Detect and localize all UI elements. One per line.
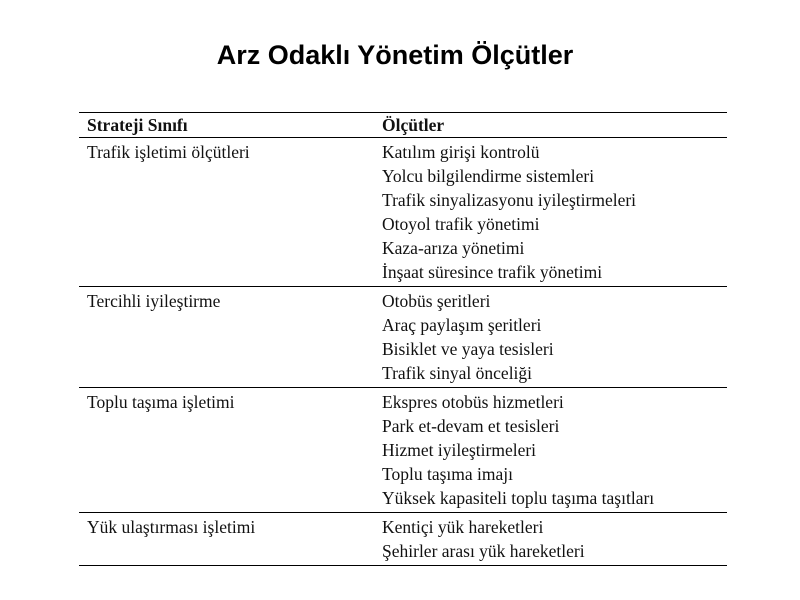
header-criteria: Ölçütler <box>377 113 727 138</box>
criteria-item: Otoyol trafik yönetimi <box>382 214 540 234</box>
table-row <box>79 388 727 513</box>
table-header-row <box>79 113 727 138</box>
strategy-class-cell: Trafik işletimi ölçütleri <box>79 138 377 287</box>
strategy-class-cell: Yük ulaştırması işletimi <box>87 517 256 537</box>
strategy-table <box>79 112 727 566</box>
criteria-cell <box>377 513 727 566</box>
table-body <box>79 138 727 566</box>
criteria-item: Kentiçi yük hareketleri <box>382 517 544 537</box>
criteria-cell <box>377 287 727 388</box>
strategy-class-cell: Toplu taşıma işletimi <box>79 388 377 513</box>
criteria-item: Katılım girişi kontrolü <box>382 142 540 162</box>
criteria-item: İnşaat süresince trafik yönetimi <box>382 262 603 282</box>
criteria-item: Yolcu bilgilendirme sistemleri <box>382 166 595 186</box>
criteria-item: Trafik sinyalizasyonu iyileştirmeleri <box>382 190 637 210</box>
criteria-item: Toplu taşıma imajı <box>382 464 513 484</box>
criteria-cell <box>377 388 727 513</box>
criteria-item: Trafik sinyal önceliği <box>382 363 533 383</box>
criteria-item: Hizmet iyileştirmeleri <box>382 440 537 460</box>
criteria-item: Kaza-arıza yönetimi <box>382 238 525 258</box>
criteria-item: Araç paylaşım şeritleri <box>382 315 542 335</box>
criteria-cell <box>377 138 727 287</box>
strategy-class-cell: Tercihli iyileştirme <box>79 287 377 388</box>
header-strategy-class: Strateji Sınıfı <box>79 113 377 138</box>
table-row <box>79 138 727 287</box>
criteria-item: Park et-devam et tesisleri <box>382 416 560 436</box>
slide-title: Arz Odaklı Yönetim Ölçütler <box>216 40 574 70</box>
table-row <box>79 513 727 566</box>
criteria-item: Yüksek kapasiteli toplu taşıma taşıtları <box>382 488 655 508</box>
criteria-item: Otobüs şeritleri <box>382 291 491 311</box>
criteria-item: Şehirler arası yük hareketleri <box>382 541 585 561</box>
criteria-item: Ekspres otobüs hizmetleri <box>382 392 564 412</box>
table-row <box>79 287 727 388</box>
criteria-item: Bisiklet ve yaya tesisleri <box>382 339 554 359</box>
